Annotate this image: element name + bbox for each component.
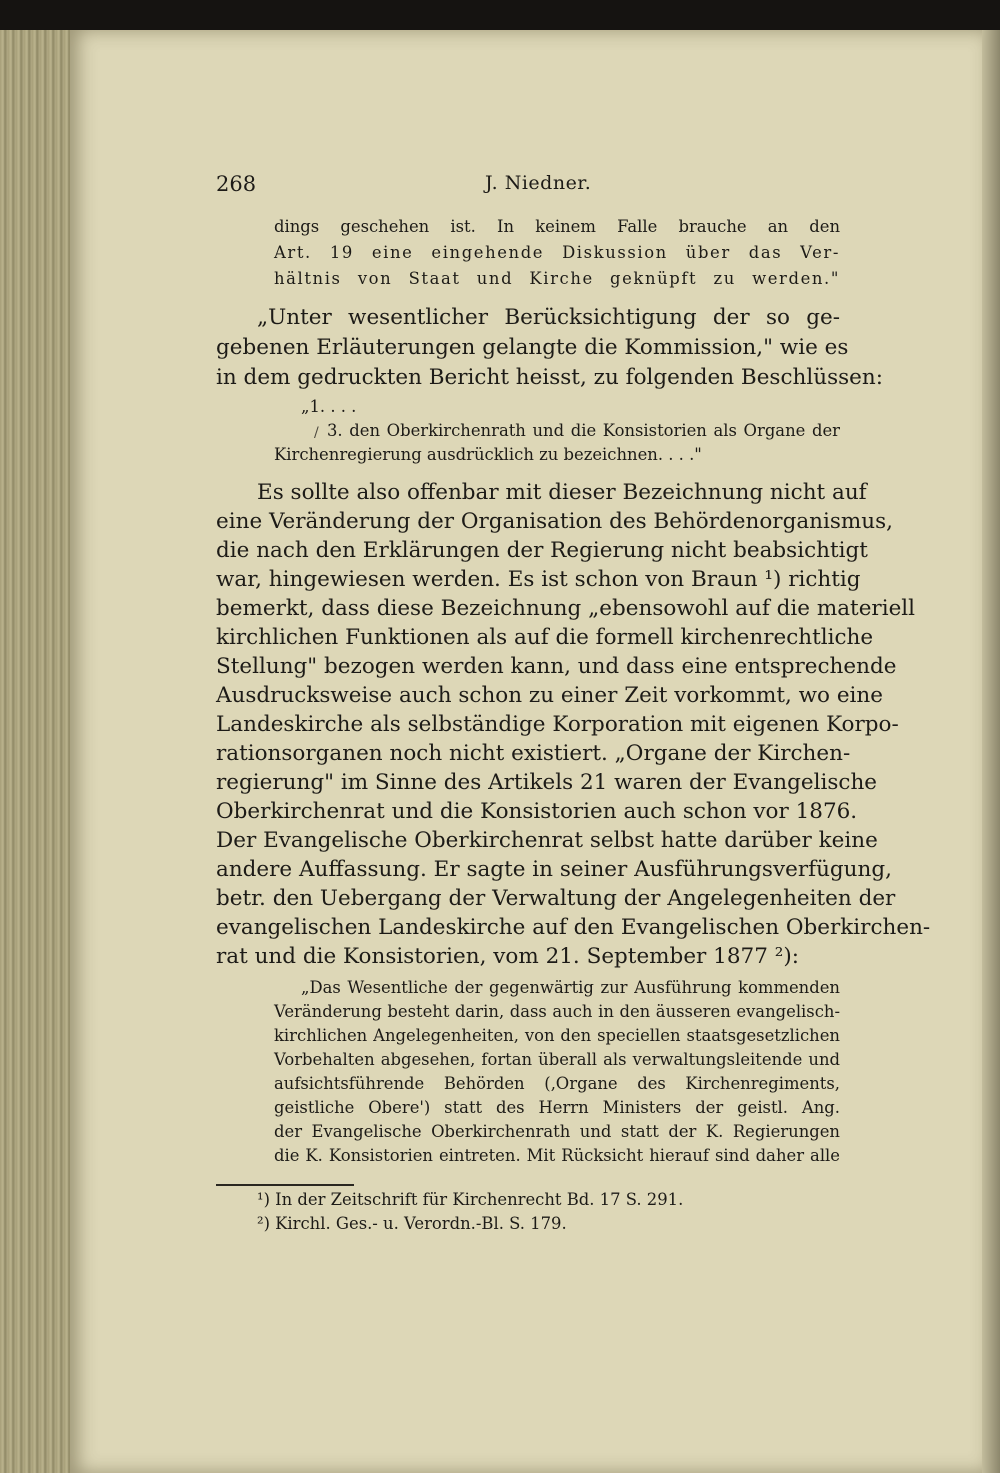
resolution-line-3: Kirchenregierung ausdrücklich zu bezeichnen. . . ." [274,445,702,464]
para2-line-12: Oberkirchenrat und die Konsistorien auch schon vor 1876. [216,799,858,824]
para2-line-11: regierung" im Sinne des Artikels 21 waren der Evangelische [216,770,878,795]
quote2-line-8: die K. Konsistorien eintreten. Mit Rücksicht hierauf sind daher alle [274,1146,840,1165]
para2-line-13: Der Evangelische Oberkirchenrat selbst hatte darüber keine [216,828,878,853]
para1-line-3: in dem gedruckten Bericht heisst, zu folgenden Beschlüssen: [216,365,883,390]
page-number: 268 [216,172,257,196]
para2-line-6: kirchlichen Funktionen als auf die formell kirchenrechtliche [216,625,874,650]
footnote-2: ²) Kirchl. Ges.- u. Verordn.-Bl. S. 179. [257,1214,567,1233]
para2-line-17: rat und die Konsistorien, vom 21. September 1877 ²): [216,944,799,969]
para2-line-5: bemerkt, dass diese Bezeichnung „ebensowohl auf die materiell [216,596,916,621]
quote2-line-6: geistliche Obere') statt des Herrn Ministers der geistl. Ang. [274,1098,840,1117]
para2-line-3: die nach den Erklärungen der Regierung nicht beabsichtigt [216,538,868,563]
footnote-1: ¹) In der Zeitschrift für Kirchenrecht Bd. 17 S. 291. [257,1190,684,1209]
para1-line-1: „Unter wesentlicher Berücksichtigung der so ge- [257,305,840,330]
running-title: J. Niedner. [485,172,592,194]
para2-line-15: betr. den Uebergang der Verwaltung der Angelegenheiten der [216,886,896,911]
quote2-line-2: Veränderung besteht darin, dass auch in den äusseren evangelisch- [274,1002,840,1021]
para2-line-9: Landeskirche als selbständige Korporation mit eigenen Korpo- [216,712,899,737]
quote2-line-5: aufsichtsführende Behörden (‚Organe des Kirchenregiments, [274,1074,840,1093]
para2-line-1: Es sollte also offenbar mit dieser Bezeichnung nicht auf [257,480,867,505]
quote2-line-1: „Das Wesentliche der gegenwärtig zur Ausführung kommenden [301,978,840,997]
para1-line-2: gebenen Erläuterungen gelangte die Kommission," wie es [216,335,849,360]
book-page [70,30,982,1473]
quote2-line-7: der Evangelische Oberkirchenrath und statt der K. Regierungen [274,1122,840,1141]
para2-line-2: eine Veränderung der Organisation des Behördenorganismus, [216,509,894,534]
quote1-line-3: hältnis von Staat und Kirche geknüpft zu werden." [274,269,840,288]
para2-line-7: Stellung" bezogen werden kann, und dass eine entsprechende [216,654,897,679]
quote2-line-3: kirchlichen Angelegenheiten, von den speciellen staatsgesetzlichen [274,1026,840,1045]
para2-line-14: andere Auffassung. Er sagte in seiner Ausführungsverfügung, [216,857,892,882]
para2-line-8: Ausdrucksweise auch schon zu einer Zeit vorkommt, wo eine [216,683,884,708]
resolution-line-2: 3. den Oberkirchenrath und die Konsistorien als Organe der [327,421,840,440]
para2-line-4: war, hingewiesen werden. Es ist schon von Braun ¹) richtig [216,567,861,592]
resolution-line-1: „1. . . . [301,397,357,416]
quote1-line-2: Art. 19 eine eingehende Diskussion über das Ver- [274,243,840,262]
footnote-divider [216,1184,354,1186]
para2-line-10: rationsorganen noch nicht existiert. „Organe der Kirchen- [216,741,851,766]
quote2-line-4: Vorbehalten abgesehen, fortan überall als verwaltungsleitende und [274,1050,840,1069]
para2-line-16: evangelischen Landeskirche auf den Evangelischen Oberkirchen- [216,915,931,940]
quote1-line-1: dings geschehen ist. In keinem Falle brauche an den [274,217,840,236]
margin-mark: / [314,425,319,441]
